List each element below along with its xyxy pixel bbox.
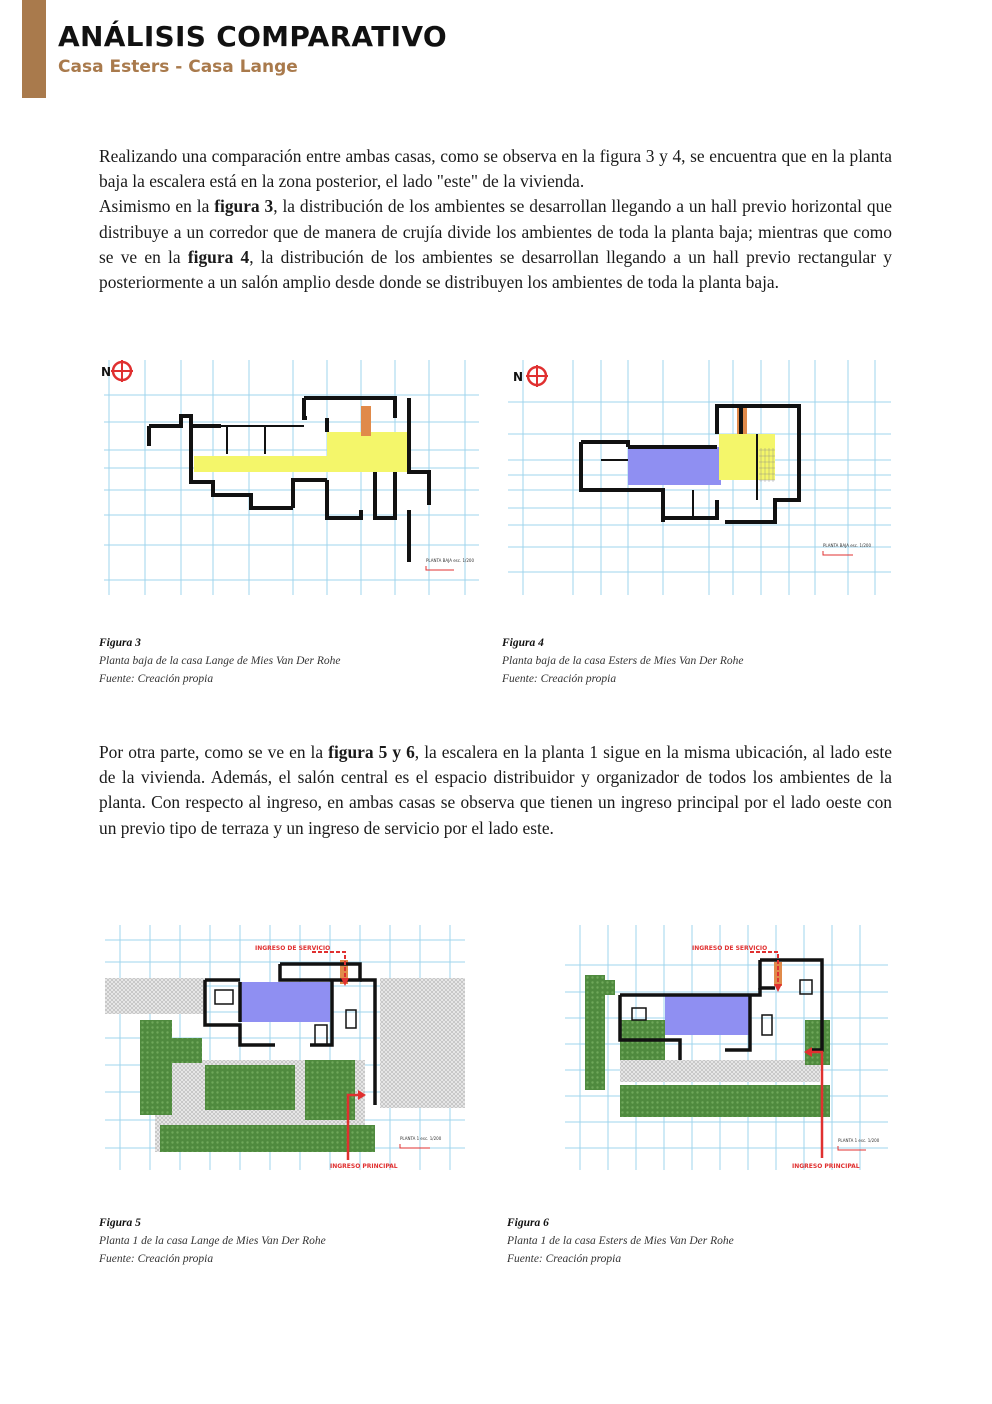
north-label: N: [101, 365, 112, 379]
north-label: N: [513, 370, 524, 384]
caption-source: Fuente: Creación propia: [99, 1253, 214, 1265]
figure-5-6-reference: figura 5 y 6: [328, 742, 415, 762]
north-arrow-icon: [513, 365, 548, 387]
north-arrow-icon: [101, 360, 133, 382]
header-accent-bar: [22, 0, 46, 98]
figure-6-floor-plan: [560, 920, 892, 1175]
service-entry-label: INGRESO DE SERVICIO: [692, 945, 768, 952]
figure-6-caption: [507, 1214, 734, 1268]
intro-text-2c: , la distribución de los ambientes se desarrollan llegando a un hall previo rectangular y posteriormente a un salón amplio desde donde se distribuyen los ambientes de toda la planta baja.: [99, 246, 893, 293]
second-text-a: Por otra parte, como se ve en la: [99, 742, 329, 762]
figure-3-caption: [99, 634, 340, 688]
scale-bar-icon: [400, 1144, 430, 1148]
second-text-b: , la escalera en la planta 1 sigue en la misma ubicación, al lado este de la vivienda. Además, el salón central es el espacio distribuidor y organizador de todos los ambientes de la planta. Con respecto al ingreso, en ambas casas se observa que tienen un ingreso principal por el lado oeste con un previo tipo de terraza y un ingreso de servicio por el lado este.: [99, 742, 892, 838]
scale-bar-icon: [426, 566, 454, 570]
figure-3-floor-plan: [99, 350, 484, 605]
service-entry-arrow-icon: [750, 952, 778, 986]
caption-number: Figura 5: [99, 1217, 141, 1229]
main-entry-label: INGRESO PRINCIPAL: [330, 1163, 398, 1170]
caption-number: Figura 4: [502, 637, 544, 649]
service-arrow-head-icon: [774, 984, 782, 992]
figure-4-drawing: [503, 350, 895, 605]
page-title: ANÁLISIS COMPARATIVO: [58, 20, 447, 53]
figure-4-reference: figura 4: [187, 246, 250, 267]
main-entry-label: INGRESO PRINCIPAL: [792, 1163, 860, 1170]
figure-5-floor-plan: [100, 920, 470, 1175]
page-subtitle: Casa Esters - Casa Lange: [58, 57, 298, 77]
intro-text-2a: Asimismo en la: [99, 196, 215, 217]
plan-scale-label: PLANTA 1 esc. 1/200: [838, 1138, 880, 1143]
figure-6-drawing: [560, 920, 892, 1175]
plan-scale-label: PLANTA BAJA esc. 1/200: [823, 543, 872, 548]
caption-description: Planta 1 de la casa Lange de Mies Van Der Rohe: [99, 1235, 326, 1247]
caption-number: Figura 3: [99, 637, 141, 649]
plan-scale-label: PLANTA 1 esc. 1/200: [400, 1136, 442, 1141]
figure-5-drawing: [100, 920, 470, 1175]
caption-description: Planta baja de la casa Lange de Mies Van Der Rohe: [99, 655, 341, 667]
figure-3-drawing: [99, 350, 484, 605]
intro-text-1: Realizando una comparación entre ambas casas, como se observa en la figura 3 y 4, se encuentra que en la planta baja la escalera está en la zona posterior, el lado "este" de la vivienda.: [99, 146, 892, 192]
figure-5-caption: [99, 1214, 326, 1268]
caption-source: Fuente: Creación propia: [99, 673, 214, 685]
caption-source: Fuente: Creación propia: [507, 1253, 622, 1265]
figure-4-floor-plan: [503, 350, 895, 605]
caption-number: Figura 6: [507, 1217, 549, 1229]
caption-description: Planta 1 de la casa Esters de Mies Van Der Rohe: [507, 1235, 734, 1247]
second-paragraph: [99, 740, 892, 841]
figure-4-caption: [502, 634, 743, 688]
figure-3-reference: figura 3: [214, 196, 274, 217]
intro-paragraph: [99, 144, 892, 295]
caption-description: Planta baja de la casa Esters de Mies Van Der Rohe: [502, 655, 744, 667]
caption-source: Fuente: Creación propia: [502, 673, 617, 685]
plan-scale-label: PLANTA BAJA esc. 1/200: [426, 558, 475, 563]
service-entry-label: INGRESO DE SERVICIO: [255, 945, 331, 952]
intro-text-2b: , la distribución de los ambientes se desarrollan llegando a un hall previo horizontal que distribuye a un corredor que de manera de crujía divide los ambientes de toda la planta baja; mientras que como se ve en la: [99, 196, 892, 267]
